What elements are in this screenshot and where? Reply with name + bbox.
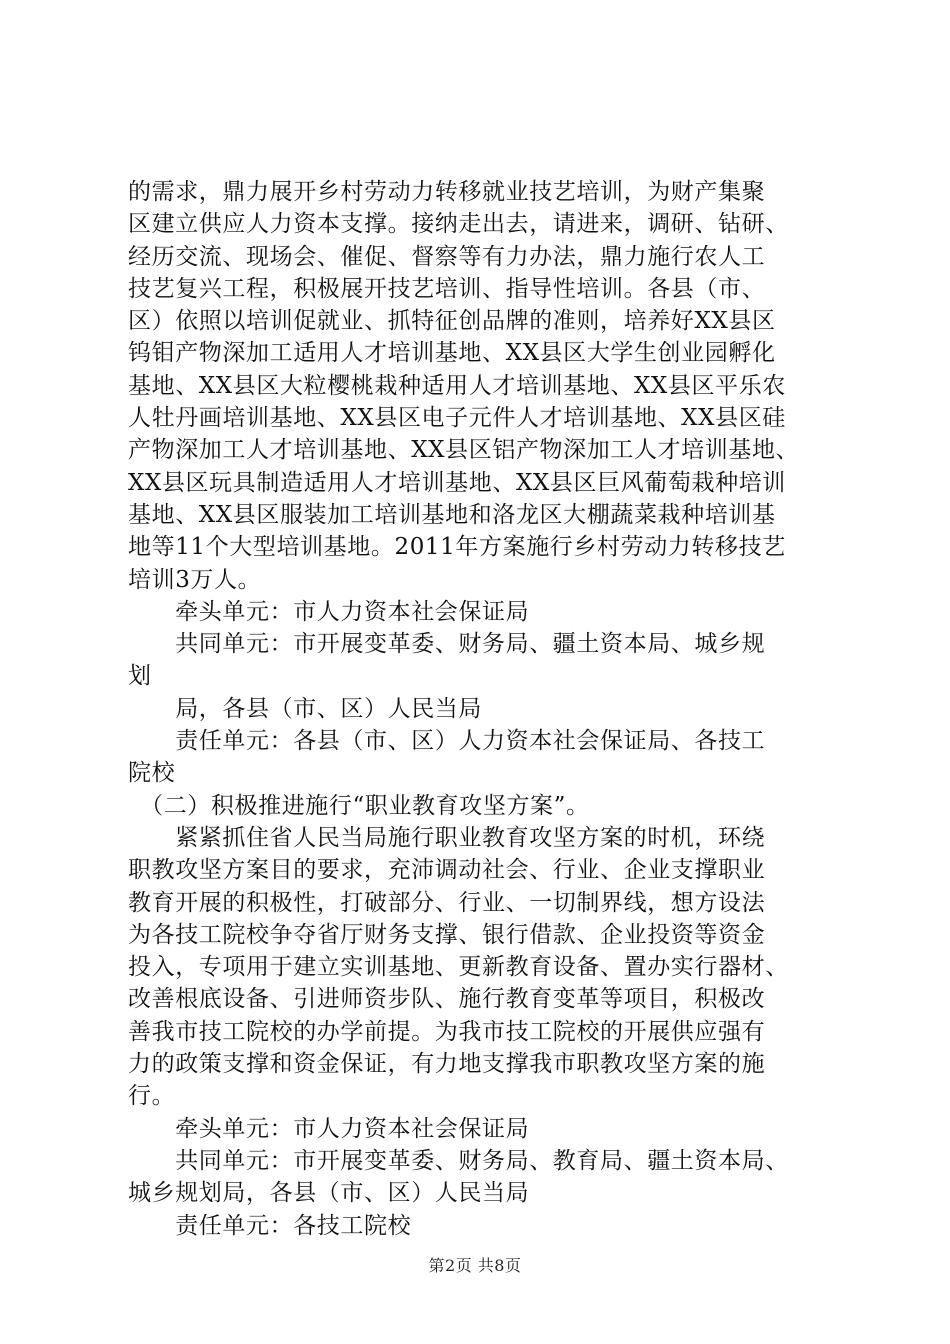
text-line: 基地、XX县区服装加工培训基地和洛龙区大棚蔬菜栽种培训基: [128, 501, 776, 528]
text-line: 区建立供应人力资本支撑。接纳走出去，请进来，调研、钻研、: [128, 211, 789, 238]
text-line: 培训3万人。: [128, 566, 262, 593]
section-heading: （二）积极推进施行“职业教育攻坚方案”。: [128, 792, 590, 819]
text-line: 投入，专项用于建立实训基地、更新教育设备、置办实行器材、: [128, 954, 789, 981]
text-line: 责任单元：各技工院校: [128, 1212, 412, 1239]
text-line: 共同单元：市开展变革委、财务局、疆土资本局、城乡规: [128, 631, 766, 658]
body-text: [128, 176, 842, 1242]
text-line: 责任单元：各县（市、区）人力资本社会保证局、各技工: [128, 728, 766, 755]
text-line: 为各技工院校争夺省厅财务支撑、银行借款、企业投资等资金: [128, 921, 766, 948]
text-line: 职教攻坚方案目的要求，充沛调动社会、行业、企业支撑职业: [128, 857, 766, 884]
text-line: 力的政策支撑和资金保证，有力地支撑我市职教攻坚方案的施: [128, 1051, 766, 1078]
text-line: 牵头单元：市人力资本社会保证局: [128, 598, 530, 625]
text-line: 基地、XX县区大粒樱桃栽种适用人才培训基地、XX县区平乐农: [128, 372, 786, 399]
text-line: 技艺复兴工程，积极展开技艺培训、指导性培训。各县（市、: [128, 275, 766, 302]
text-line: 改善根底设备、引进师资步队、施行教育变革等项目，积极改: [128, 986, 766, 1013]
text-line: 区）依照以培训促就业、抓特征创品牌的准则，培养好XX县区: [128, 308, 776, 335]
text-line: 教育开展的积极性，打破部分、行业、一切制界线，想方设法: [128, 889, 766, 916]
text-line: 局，各县（市、区）人民当局: [128, 695, 482, 722]
text-line: 紧紧抓住省人民当局施行职业教育攻坚方案的时机，环绕: [128, 824, 766, 851]
page-number-footer: 第2页 共8页: [428, 1256, 522, 1275]
text-line: 人牡丹画培训基地、XX县区电子元件人才培训基地、XX县区硅: [128, 405, 786, 432]
text-line: 钨钼产物深加工适用人才培训基地、XX县区大学生创业园孵化: [128, 340, 776, 367]
text-line: 善我市技工院校的办学前提。为我市技工院校的开展供应强有: [128, 1018, 766, 1045]
text-line: 共同单元：市开展变革委、财务局、教育局、疆土资本局、: [128, 1147, 789, 1174]
text-line: 的需求，鼎力展开乡村劳动力转移就业技艺培训，为财产集聚: [128, 179, 766, 205]
text-line: 院校: [128, 760, 176, 787]
text-line: 牵头单元：市人力资本社会保证局: [128, 1115, 530, 1142]
text-line: 地等11个大型培训基地。2011年方案施行乡村劳动力转移技艺: [128, 534, 786, 561]
text-line: XX县区玩具制造适用人才培训基地、XX县区巨风葡萄栽种培训: [128, 469, 786, 496]
text-line: 经历交流、现场会、催促、督察等有力办法，鼎力施行农人工: [128, 243, 766, 270]
text-line: 城乡规划局，各县（市、区）人民当局: [128, 1180, 530, 1207]
text-line: 产物深加工人才培训基地、XX县区铝产物深加工人才培训基地、: [128, 437, 800, 464]
text-line: 行。: [128, 1083, 176, 1110]
text-line: 划: [128, 663, 152, 690]
